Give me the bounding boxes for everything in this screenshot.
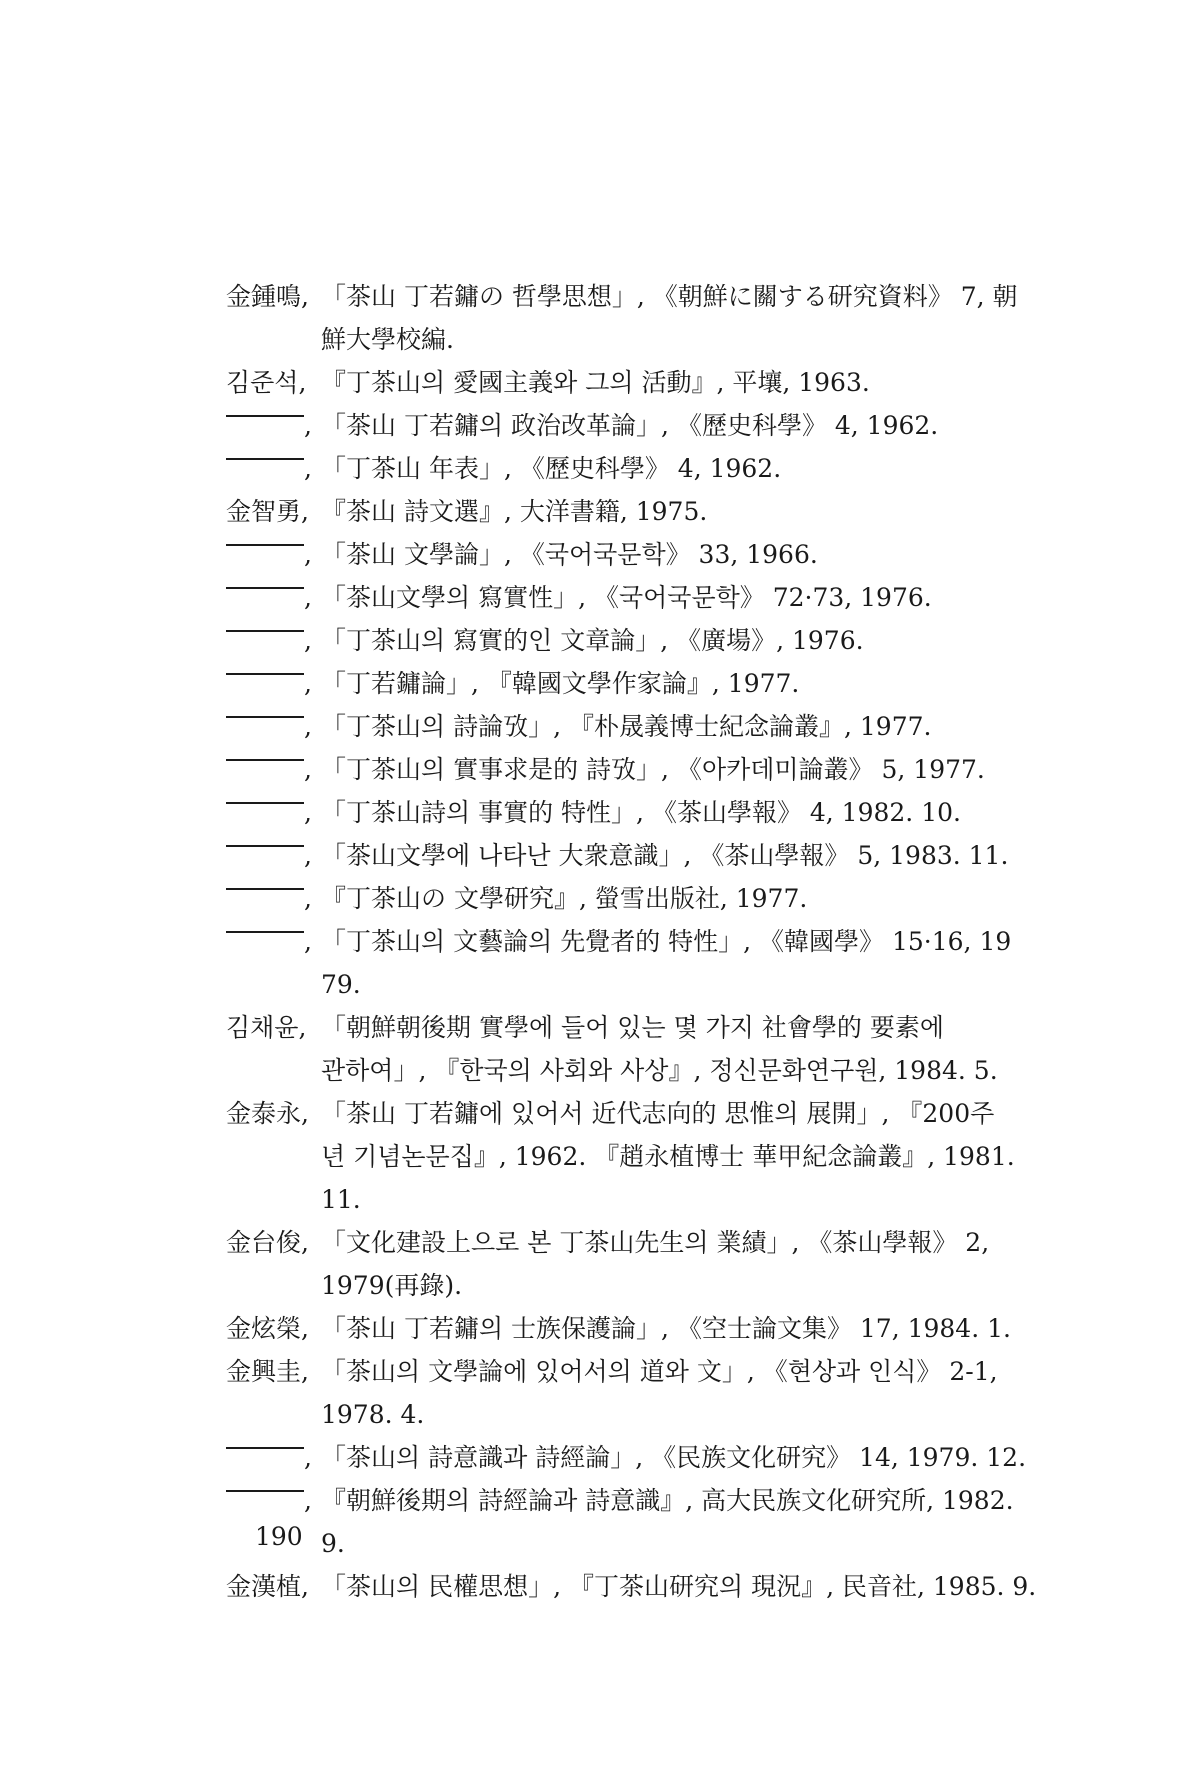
- entry-author: 金智勇,: [226, 497, 309, 526]
- entry-author: 金興圭,: [226, 1357, 309, 1386]
- bibliography-entry: [226, 877, 1036, 920]
- entry-author: [226, 1479, 321, 1522]
- entry-author: [226, 404, 321, 447]
- citation-line: 「丁若鏞論」, 『韓國文學作家論』, 1977.: [321, 669, 800, 698]
- bibliography-entry: [226, 576, 1036, 619]
- entry-citation: [321, 533, 1036, 576]
- bibliography-entry: [226, 662, 1036, 705]
- entry-author: [226, 576, 321, 619]
- citation-line: 「茶山의 詩意識과 詩經論」, 《民族文化研究》 14, 1979. 12.: [321, 1443, 1027, 1472]
- entry-citation: [321, 275, 1036, 361]
- citation-line: 『丁茶山의 愛國主義와 그의 活動』, 平壤, 1963.: [321, 368, 870, 397]
- citation-line: 『丁茶山の 文學研究』, 螢雪出版社, 1977.: [321, 884, 808, 913]
- citation-line: 鮮大學校編.: [321, 325, 454, 354]
- ditto-comma: ,: [304, 626, 312, 655]
- citation-line: 「茶山의 民權思想」, 『丁茶山研究의 現況』, 民音社, 1985. 9.: [321, 1572, 1037, 1601]
- citation-line: 「丁茶山의 詩論攷」, 『朴晟義博士紀念論叢』, 1977.: [321, 712, 932, 741]
- entry-author: 金泰永,: [226, 1099, 309, 1128]
- bibliography-entry: [226, 490, 1036, 533]
- entry-author: [226, 877, 321, 920]
- entry-citation: [321, 404, 1036, 447]
- entry-citation: [321, 1307, 1036, 1350]
- ditto-dash: [226, 888, 304, 913]
- bibliography-entry: [226, 1350, 1036, 1436]
- bibliography-entry: [226, 404, 1036, 447]
- bibliography-entry: [226, 748, 1036, 791]
- entry-author: 金台俊,: [226, 1228, 309, 1257]
- ditto-dash: [226, 759, 304, 784]
- citation-line: 년 기념논문집』, 1962. 『趙永植博士 華甲紀念論叢』, 1981.: [321, 1142, 1015, 1171]
- ditto-comma: ,: [304, 884, 312, 913]
- ditto-dash: [226, 845, 304, 870]
- ditto-dash: [226, 630, 304, 655]
- entry-citation: [321, 361, 1036, 404]
- ditto-comma: ,: [304, 927, 312, 956]
- ditto-comma: ,: [304, 1486, 312, 1515]
- bibliography-entry: [226, 834, 1036, 877]
- bibliography-entry: [226, 447, 1036, 490]
- ditto-comma: ,: [304, 1443, 312, 1472]
- citation-line: 11.: [321, 1185, 361, 1214]
- ditto-dash: [226, 802, 304, 827]
- citation-line: 「文化建設上으로 본 丁茶山先生의 業績」, 《茶山學報》 2,: [321, 1228, 990, 1257]
- entry-citation: [321, 748, 1036, 791]
- entry-author: 金炫榮,: [226, 1314, 309, 1343]
- bibliography-entry: [226, 275, 1036, 361]
- entry-citation: [321, 662, 1036, 705]
- citation-line: 「丁茶山의 文藝論의 先覺者的 特性」, 《韓國學》 15·16, 19: [321, 927, 1012, 956]
- citation-line: 「丁茶山의 寫實的인 文章論」, 《廣場》, 1976.: [321, 626, 864, 655]
- entry-citation: [321, 1092, 1036, 1221]
- citation-line: 「茶山文學의 寫實性」, 《국어국문학》 72·73, 1976.: [321, 583, 932, 612]
- citation-line: 「茶山 丁若鏞의 士族保護論」, 《空士論文集》 17, 1984. 1.: [321, 1314, 1011, 1343]
- bibliography-entry: [226, 1221, 1036, 1307]
- citation-line: 「茶山文學에 나타난 大衆意識」, 《茶山學報》 5, 1983. 11.: [321, 841, 1009, 870]
- entry-citation: [321, 920, 1036, 1006]
- citation-line: 「丁茶山 年表」, 《歷史科學》 4, 1962.: [321, 454, 782, 483]
- bibliography-entry: [226, 1436, 1036, 1479]
- bibliography-entry: [226, 791, 1036, 834]
- ditto-dash: [226, 1490, 304, 1515]
- entry-author: 金漢植,: [226, 1572, 309, 1601]
- entry-author: [226, 705, 321, 748]
- entry-author: 김준석,: [226, 368, 307, 397]
- citation-line: 관하여」, 『한국의 사회와 사상』, 정신문화연구원, 1984. 5.: [321, 1056, 998, 1085]
- entry-author: [226, 447, 321, 490]
- entry-author: [226, 920, 321, 963]
- citation-line: 「茶山 丁若鏞에 있어서 近代志向的 思惟의 展開」, 『200주: [321, 1099, 995, 1128]
- bibliography-entry: [226, 361, 1036, 404]
- citation-line: 『朝鮮後期의 詩經論과 詩意識』, 高大民族文化研究所, 1982.: [321, 1486, 1014, 1515]
- ditto-dash: [226, 716, 304, 741]
- citation-line: 「丁茶山의 實事求是的 詩攷」, 《아카데미論叢》 5, 1977.: [321, 755, 985, 784]
- citation-line: 「茶山 文學論」, 《국어국문학》 33, 1966.: [321, 540, 818, 569]
- ditto-dash: [226, 415, 304, 440]
- ditto-comma: ,: [304, 454, 312, 483]
- entry-citation: [321, 447, 1036, 490]
- citation-line: 「茶山 丁若鏞의 政治改革論」, 《歷史科學》 4, 1962.: [321, 411, 939, 440]
- bibliography-entry: [226, 1479, 1036, 1565]
- ditto-dash: [226, 1447, 304, 1472]
- entry-citation: [321, 619, 1036, 662]
- entry-citation: [321, 1221, 1036, 1307]
- bibliography-entry: [226, 920, 1036, 1006]
- entry-author: [226, 1436, 321, 1479]
- ditto-dash: [226, 458, 304, 483]
- entry-citation: [321, 1006, 1036, 1092]
- ditto-dash: [226, 587, 304, 612]
- citation-line: 「丁茶山詩의 事實的 特性」, 《茶山學報》 4, 1982. 10.: [321, 798, 961, 827]
- bibliography-entry: [226, 533, 1036, 576]
- ditto-comma: ,: [304, 411, 312, 440]
- citation-line: 「茶山의 文學論에 있어서의 道와 文」, 《현상과 인식》 2-1,: [321, 1357, 998, 1386]
- ditto-comma: ,: [304, 540, 312, 569]
- entry-author: 金鍾鳴,: [226, 282, 309, 311]
- entry-author: [226, 791, 321, 834]
- bibliography-entry: [226, 1565, 1036, 1608]
- entry-citation: [321, 1479, 1036, 1565]
- entry-author: [226, 662, 321, 705]
- entry-author: [226, 533, 321, 576]
- citation-line: 『茶山 詩文選』, 大洋書籍, 1975.: [321, 497, 708, 526]
- citation-line: 「朝鮮朝後期 實學에 들어 있는 몇 가지 社會學的 要素에: [321, 1013, 944, 1042]
- ditto-dash: [226, 931, 304, 956]
- entry-citation: [321, 834, 1036, 877]
- entry-citation: [321, 1436, 1036, 1479]
- entry-author: [226, 748, 321, 791]
- citation-line: 1979(再錄).: [321, 1271, 463, 1300]
- entry-citation: [321, 705, 1036, 748]
- entry-citation: [321, 1350, 1036, 1436]
- entry-citation: [321, 576, 1036, 619]
- ditto-dash: [226, 673, 304, 698]
- bibliography-entry: [226, 619, 1036, 662]
- ditto-comma: ,: [304, 841, 312, 870]
- ditto-comma: ,: [304, 712, 312, 741]
- ditto-comma: ,: [304, 755, 312, 784]
- ditto-dash: [226, 544, 304, 569]
- entry-citation: [321, 791, 1036, 834]
- entry-citation: [321, 490, 1036, 533]
- page-number: 190: [255, 1522, 303, 1551]
- citation-line: 「茶山 丁若鏞の 哲學思想」, 《朝鮮に關する研究資料》 7, 朝: [321, 282, 1018, 311]
- ditto-comma: ,: [304, 669, 312, 698]
- bibliography-list: [226, 275, 1036, 1608]
- citation-line: 1978. 4.: [321, 1400, 425, 1429]
- bibliography-entry: [226, 1092, 1036, 1221]
- entry-author: [226, 834, 321, 877]
- bibliography-entry: [226, 1006, 1036, 1092]
- ditto-comma: ,: [304, 798, 312, 827]
- bibliography-entry: [226, 1307, 1036, 1350]
- citation-line: 9.: [321, 1529, 345, 1558]
- entry-author: [226, 619, 321, 662]
- entry-author: 김채윤,: [226, 1013, 307, 1042]
- ditto-comma: ,: [304, 583, 312, 612]
- entry-citation: [321, 1565, 1036, 1608]
- entry-citation: [321, 877, 1036, 920]
- citation-line: 79.: [321, 970, 361, 999]
- bibliography-entry: [226, 705, 1036, 748]
